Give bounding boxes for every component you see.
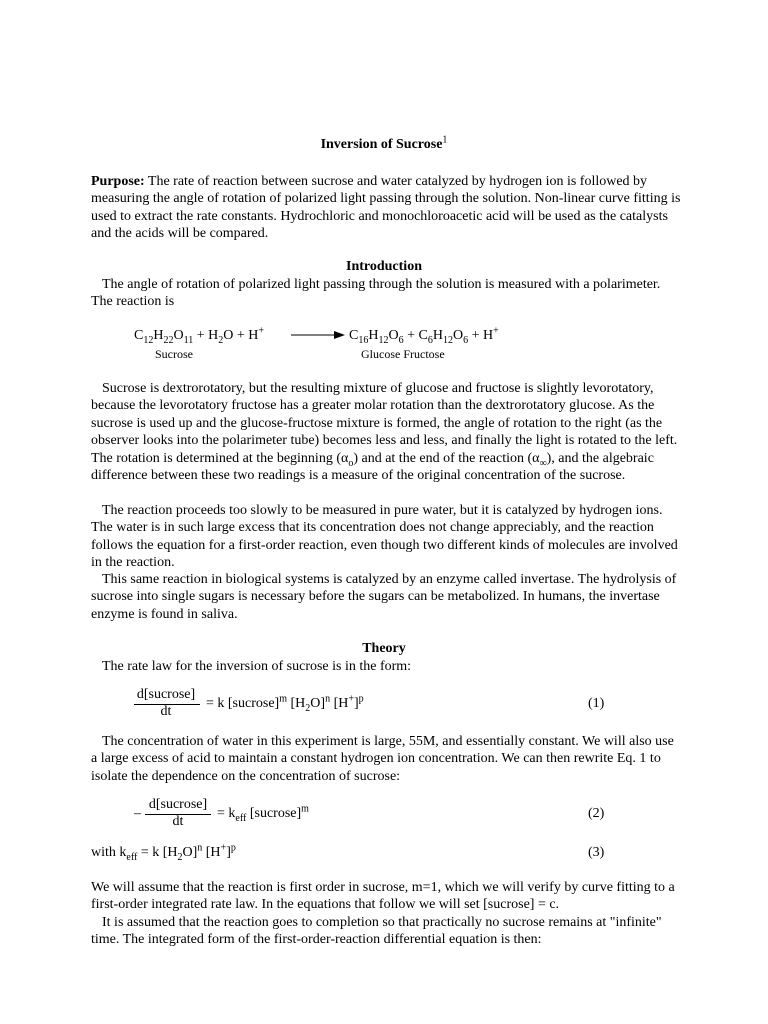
- reaction-reactants: $C_{12}H_{22}O_{11} + H_2O + H^+$: [134, 325, 265, 346]
- eq2-numerator: d[sucrose]: [148, 797, 208, 812]
- eq1-number: (1): [588, 696, 605, 711]
- completion-paragraph: It is assumed that the reaction goes to completion so that practically no sucrose remains at "infinite" time. The integrated form of the first-order-reaction differential equation is then:: [91, 915, 662, 948]
- enzyme-paragraph: This same reaction in biological systems is catalyzed by an enzyme called invertase. The hydrolysis of sucrose into single sugars is necessary before the sugars can be metabolized. In humans, the invertase enzyme is found in saliva.: [91, 572, 677, 622]
- eq3-number: (3): [588, 845, 605, 860]
- eq3-line: with $k_{eff} = k$ $[H_2O]^n$ $[H^+]^p$: [91, 842, 236, 863]
- eq2-denominator: dt: [172, 814, 184, 829]
- purpose-text: The rate of reaction between sucrose and water catalyzed by hydrogen ion is followed by measuring the angle of rotation of polarized light passing through the solution. Non-linear curve fitting is used to extract the rate constants. Hydrochloric and monochloroacetic acid will be used as the catalysts and the acids will be compared.: [91, 174, 681, 242]
- water-paragraph: The concentration of water in this experiment is large, 55M, and essentially constant. We will also use a large excess of acid to maintain a constant hydrogen ion concentration. We can then rewrite Eq. 1 to isolate the dependence on the concentration of sucrose:: [91, 734, 674, 784]
- eq1-denominator: dt: [160, 704, 172, 719]
- rotation-paragraph: Sucrose is dextrorotatory, but the resulting mixture of glucose and fructose is slightly levorotatory, because the levorotatory fructose has a greater molar rotation than the dextrorotatory glucose. As the sucrose is used up and the glucose-fructose mixture is formed, the angle of rotation to the right (as the observer looks into the polarimeter tube) becomes less and less, and finally the light is rotated to the left. The rotation is determined at the beginning $(\alpha_o)$ and at the end of the reaction $(\alpha_\infty)$, and the algebraic difference between these two readings is a measure of the original concentration of the sucrose.: [91, 381, 678, 484]
- eq2-rhs: = $k_{eff}$ [sucrose]$^m$: [217, 803, 309, 824]
- purpose-label: Purpose:: [91, 174, 145, 189]
- eq1-rhs: = k [sucrose]$^m$ $[H_2O]^n$ $[H^+]^p$: [206, 693, 364, 714]
- eq1-numerator: d[sucrose]: [136, 687, 196, 702]
- reaction-arrow-icon: [290, 330, 346, 340]
- introduction-heading: Introduction: [346, 259, 422, 274]
- introduction-text: The angle of rotation of polarized light passing through the solution is measured with a polarimeter. The reaction is: [91, 277, 661, 310]
- catalysis-paragraph: The reaction proceeds too slowly to be measured in pure water, but it is catalyzed by hydrogen ions. The water is in such large excess that its concentration does not change appreciably, and the reaction follows the equation for a first-order reaction, even though two different kinds of molecules are involved in the reaction.: [91, 503, 678, 571]
- page-title: Inversion of Sucrose$^1$: [320, 134, 448, 152]
- eq2-minus: –: [134, 806, 141, 821]
- eq2-number: (2): [588, 806, 605, 821]
- rate-law-intro: The rate law for the inversion of sucrose is in the form:: [102, 659, 412, 674]
- reaction-products: $C_{16}H_{12}O_6 + C_6H_{12}O_6 + H^+$: [349, 325, 499, 346]
- reaction-label-products: Glucose Fructose: [361, 347, 445, 361]
- purpose-paragraph: [91, 173, 681, 243]
- theory-heading: Theory: [362, 641, 406, 656]
- reaction-label-sucrose: Sucrose: [155, 347, 193, 361]
- title-footnote-marker: 1: [442, 134, 448, 146]
- first-order-paragraph: We will assume that the reaction is first order in sucrose, m=1, which we will verify by curve fitting to a first-order integrated rate law. In the equations that follow we will set [sucrose] = c.: [91, 880, 675, 913]
